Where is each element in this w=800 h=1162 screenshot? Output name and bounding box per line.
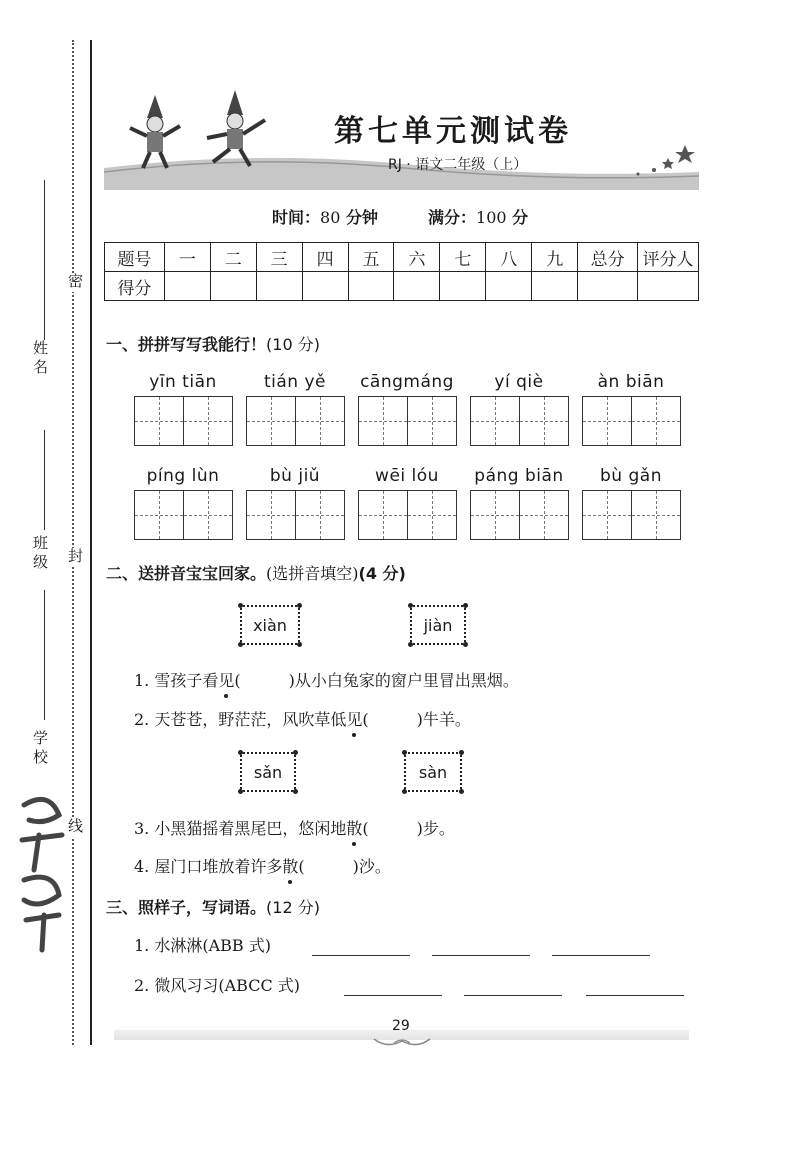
full-score-info <box>428 205 528 228</box>
table-cell: 评分人 <box>638 243 699 272</box>
writing-grid[interactable] <box>582 396 680 446</box>
time-info <box>272 205 378 228</box>
table-cell: 五 <box>348 243 394 272</box>
table-cell: 总分 <box>578 243 638 272</box>
section2-heading <box>106 561 406 584</box>
writing-grid[interactable] <box>358 396 456 446</box>
score-input-cell[interactable] <box>302 272 348 301</box>
time-unit: 分钟 <box>340 208 378 227</box>
score-table <box>104 242 699 301</box>
brand-logo-icon <box>4 785 84 965</box>
writing-grid[interactable] <box>470 396 568 446</box>
section1-title: 一、拼拼写写我能行！ <box>106 335 267 354</box>
pinyin-option-box <box>404 752 462 792</box>
pinyin-label: páng biān <box>474 466 564 486</box>
score-input-cell[interactable] <box>348 272 394 301</box>
page-number: 29 <box>392 1018 410 1034</box>
score-input-cell[interactable] <box>210 272 256 301</box>
section3-title: 三、照样子，写词语。 <box>106 898 267 917</box>
section2-title: 二、送拼音宝宝回家。 <box>106 564 267 583</box>
name-label: 姓名 <box>31 340 49 378</box>
score-input-cell[interactable] <box>440 272 486 301</box>
writing-grid[interactable] <box>470 490 568 540</box>
pinyin-label: píng lùn <box>146 466 220 486</box>
kids-illustration-icon <box>125 90 275 170</box>
answer-underline[interactable] <box>312 955 410 956</box>
score-row-label: 得分 <box>105 272 165 301</box>
question-line: 3. 小黑猫摇着黑尾巴，悠闲地散( )步。 <box>134 816 455 839</box>
writing-grid[interactable] <box>134 490 232 540</box>
section2-hint: (选拼音填空) <box>266 564 359 583</box>
answer-blank[interactable]: ( )从小白兔家的窗户里冒出黑烟。 <box>234 671 519 690</box>
table-cell: 题号 <box>105 243 165 272</box>
page-title: 第七单元测试卷 <box>334 114 572 149</box>
class-field-line[interactable] <box>44 430 45 530</box>
answer-underline[interactable] <box>432 955 530 956</box>
pinyin-label: yí qiè <box>494 372 544 392</box>
score-input-cell[interactable] <box>638 272 699 301</box>
full-score-unit: 分 <box>506 208 529 227</box>
section3-points: (12 分) <box>266 898 320 917</box>
writing-grid[interactable] <box>246 396 344 446</box>
answer-underline[interactable] <box>464 995 562 996</box>
table-cell: 八 <box>486 243 532 272</box>
answer-blank[interactable]: ( )沙。 <box>298 857 391 876</box>
question-line: 1. 雪孩子看见( )从小白兔家的窗户里冒出黑烟。 <box>134 668 519 691</box>
answer-blank[interactable]: ( )步。 <box>362 819 455 838</box>
writing-grid[interactable] <box>246 490 344 540</box>
pinyin-label: cāngmáng <box>360 372 454 392</box>
answer-underline[interactable] <box>344 995 442 996</box>
answer-underline[interactable] <box>552 955 650 956</box>
score-input-cell[interactable] <box>394 272 440 301</box>
question-line: 4. 屋门口堆放着许多散( )沙。 <box>134 854 391 877</box>
score-input-cell[interactable] <box>486 272 532 301</box>
school-label: 学校 <box>31 730 49 768</box>
question-line: 2. 微风习习(ABCC 式) <box>134 976 301 995</box>
stars-decoration-icon <box>630 140 700 180</box>
school-field-line[interactable] <box>44 590 45 720</box>
full-score-value: 100 <box>476 208 507 227</box>
time-label: 时间： <box>272 208 321 227</box>
pinyin-option: sǎn <box>253 762 283 782</box>
section2-points: (4 分) <box>358 564 406 583</box>
pinyin-label: tián yě <box>263 372 326 392</box>
time-value: 80 <box>320 208 341 227</box>
score-table-header-row <box>105 243 699 272</box>
pinyin-option-box <box>240 605 300 645</box>
pinyin-label: yīn tiān <box>149 372 217 392</box>
table-cell: 四 <box>302 243 348 272</box>
question-line: 1. 水淋淋(ABB 式) <box>134 936 271 955</box>
seal-xian-label: 线 <box>66 818 84 837</box>
score-table-score-row <box>105 272 699 301</box>
pinyin-option-box <box>240 752 296 792</box>
pinyin-label: àn biān <box>597 372 665 392</box>
answer-blank[interactable]: ( )牛羊。 <box>362 710 471 729</box>
table-cell: 二 <box>210 243 256 272</box>
pinyin-option: jiàn <box>423 615 453 635</box>
section1-points: (10 分) <box>266 335 320 354</box>
seal-feng-label: 封 <box>66 548 84 567</box>
answer-underline[interactable] <box>586 995 684 996</box>
score-input-cell[interactable] <box>578 272 638 301</box>
page-subtitle: RJ · 语文二年级（上） <box>388 157 528 173</box>
question-line: 2. 天苍苍，野茫茫，风吹草低见( )牛羊。 <box>134 707 471 730</box>
page-ornament-icon <box>372 1035 432 1049</box>
table-cell: 九 <box>532 243 578 272</box>
pinyin-option: sàn <box>418 762 448 782</box>
table-cell: 七 <box>440 243 486 272</box>
score-input-cell[interactable] <box>164 272 210 301</box>
writing-grid[interactable] <box>134 396 232 446</box>
pinyin-option: xiàn <box>253 615 287 635</box>
pinyin-label: wēi lóu <box>375 466 439 486</box>
pinyin-label: bù gǎn <box>600 466 662 486</box>
table-cell: 六 <box>394 243 440 272</box>
pinyin-label: bù jiǔ <box>269 466 321 486</box>
seal-solid-line <box>90 40 92 1045</box>
section1-heading <box>106 332 320 355</box>
seal-mi-label: 密 <box>66 273 84 292</box>
section3-heading <box>106 895 320 918</box>
full-score-label: 满分： <box>428 208 477 227</box>
writing-grid[interactable] <box>582 490 680 540</box>
writing-grid[interactable] <box>358 490 456 540</box>
table-cell: 三 <box>256 243 302 272</box>
score-input-cell[interactable] <box>256 272 302 301</box>
name-field-line[interactable] <box>44 180 45 340</box>
table-cell: 一 <box>164 243 210 272</box>
pinyin-option-box <box>410 605 466 645</box>
score-input-cell[interactable] <box>532 272 578 301</box>
class-label: 班级 <box>31 535 49 573</box>
